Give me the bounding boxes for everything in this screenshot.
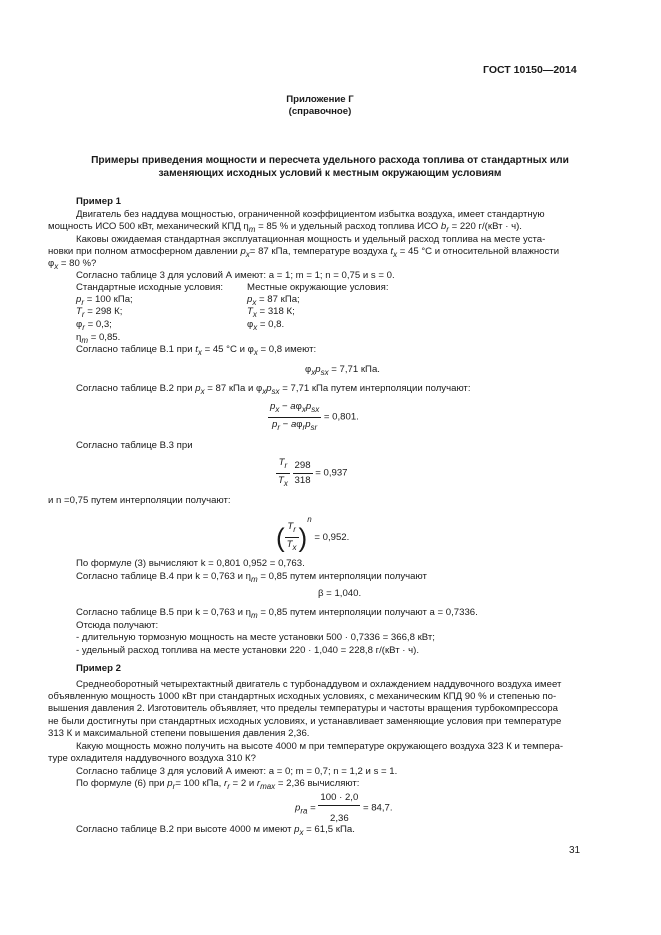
ex1-para1-line1: Двигатель без наддува мощностью, ограниченной коэффициентом избытка воздуха, имеет стандартную (76, 209, 545, 220)
formula-3: $\frac{T_r}{T_x}$ $\frac{298}{318}$ = 0,937 (278, 457, 348, 488)
ex1-table-b4: Согласно таблице В.4 при k = 0,763 и $\eta_m = 0,85$ путем интерполяции получают (76, 571, 427, 584)
ex1-table3: Согласно таблице 3 для условий А имеют: а = 1; m = 1; n = 0,75 и s = 0. (76, 270, 395, 281)
page-number: 31 (569, 845, 581, 856)
ex2-line3: вышения давления 2. Изготовитель объявляет, что пределы температуры и частоты вращения турбокомпрессора (48, 703, 558, 714)
ex2-line1: Среднеоборотный четырехтактный двигатель с турбонаддувом и охлаждением наддувочного воздуха имеет (76, 679, 562, 690)
ex1-table-b5: Согласно таблице В.5 при k = 0,763 и $\eta_m = 0,85$ путем интерполяции получают а = 0,7336. (76, 607, 478, 620)
local-conditions-label: Местные окружающие условия: (247, 282, 389, 293)
ex1-table-b3: Согласно таблице В.3 при (76, 440, 193, 451)
document-code: ГОСТ 10150—2014 (483, 64, 577, 76)
ex2-line4: не были достигнуты при стандартных исходных условиях, и устанавливает заменяющие условия при температуре (48, 716, 562, 727)
ex1-table-b1: Согласно таблице В.1 при $t_x = 45$ °С и $\varphi_x = 0,8$ имеют: (76, 344, 317, 357)
ex1-para1-line2: мощность ИСО 500 кВт, механический КПД $\eta_m = 85$ % и удельный расход топлива ИСО $b_r = 220$ г/(кВт · ч). (48, 221, 522, 234)
formula-5: β = 1,040. (318, 588, 362, 599)
ex1-para2-line2: новки при полном атмосферном давлении $p_x= 87$ кПа, температуре воздуха $t_x = 45$ °С и относительной влажности (48, 246, 560, 259)
etam-value: $\eta_m = 0,85$. (76, 332, 121, 345)
px-value: $p_x = 87$ кПа; (247, 294, 300, 307)
annex-subtitle: (справочное) (288, 106, 352, 117)
formula-2: $\frac{p_x - a\varphi_xp_{sx}}{p_r - a\varphi_rp_{sr}}$ = 0,801. (270, 401, 359, 432)
section-heading-line1: Примеры приведения мощности и пересчета удельного расхода топлива от стандартных или (91, 155, 569, 166)
phix-value: $\varphi_x = 0,8$. (247, 319, 285, 332)
ex1-interp: и n =0,75 путем интерполяции получают: (48, 495, 231, 506)
tx-value: $T_x = 318$ К; (247, 306, 295, 319)
ex1-k-formula: По формуле (3) вычисляют k = 0,801 0,952 = 0,763. (76, 558, 305, 569)
formula-4: ( $\frac{T_r}{T_x}$ )$^n$ = 0,952. (276, 515, 350, 553)
tr-value: $T_r = 298$ К; (76, 306, 123, 319)
ex1-para2-line1: Каковы ожидаемая стандартная эксплуатационная мощность и удельный расход топлива на месте уста- (76, 234, 546, 245)
annex-title: Приложение Г (286, 94, 354, 105)
example2-title: Пример 2 (76, 663, 121, 674)
ex2-line5: 313 К и максимальной степени повышения давления 2,36. (48, 728, 310, 739)
ex2-formula6-text: По формуле (6) при $p_r= 100$ кПа, $r_r = 2$ и $r_{max} = 2,36$ вычисляют: (76, 778, 360, 791)
section-heading-line2: заменяющих исходных условий к местным окружающим условиям (158, 168, 502, 179)
ex1-para2-line3: $\varphi_x = 80$ %? (48, 258, 97, 271)
formula-6: $p_{ra}$ = $\frac{100 \cdot 2,0}{2,36}$ = 84,7. (295, 792, 393, 824)
phir-value: $\varphi_r = 0,3$; (76, 319, 112, 332)
pr-value: $p_r = 100$ кПа; (76, 294, 133, 307)
ex1-table-b2: Согласно таблице В.2 при $p_x = 87$ кПа и $\varphi_xp_{sx} = 7,71$ кПа путем интерполяции получают: (76, 383, 471, 396)
ex2-question1: Какую мощность можно получить на высоте 4000 м при температуре окружающего воздуха 323 К и темпера- (76, 741, 564, 752)
ex2-line2: объявленную мощность 1000 кВт при стандартных исходных условиях, с механическим КПД 90 % и степенью по- (48, 691, 557, 702)
std-conditions-label: Стандартные исходные условия: (76, 282, 224, 293)
ex1-result-power: - длительную тормозную мощность на месте установки 500 · 0,7336 = 366,8 кВт; (76, 632, 435, 643)
ex2-last: Согласно таблице В.2 при высоте 4000 м имеют $p_x = 61,5$ кПа. (76, 824, 355, 837)
formula-1: $\varphi_xp_{sx} = 7,71$ кПа. (305, 364, 380, 377)
ex2-table3: Согласно таблице 3 для условий А имеют: а = 0; m = 0,7; n = 1,2 и s = 1. (76, 766, 398, 777)
ex1-result-fuel: - удельный расход топлива на месте установки 220 · 1,040 = 228,8 г/(кВт · ч). (76, 645, 420, 656)
example1-title: Пример 1 (76, 196, 121, 207)
ex2-question2: туре охладителя наддувочного воздуха 310 К? (48, 753, 256, 764)
ex1-hence: Отсюда получают: (76, 620, 159, 631)
